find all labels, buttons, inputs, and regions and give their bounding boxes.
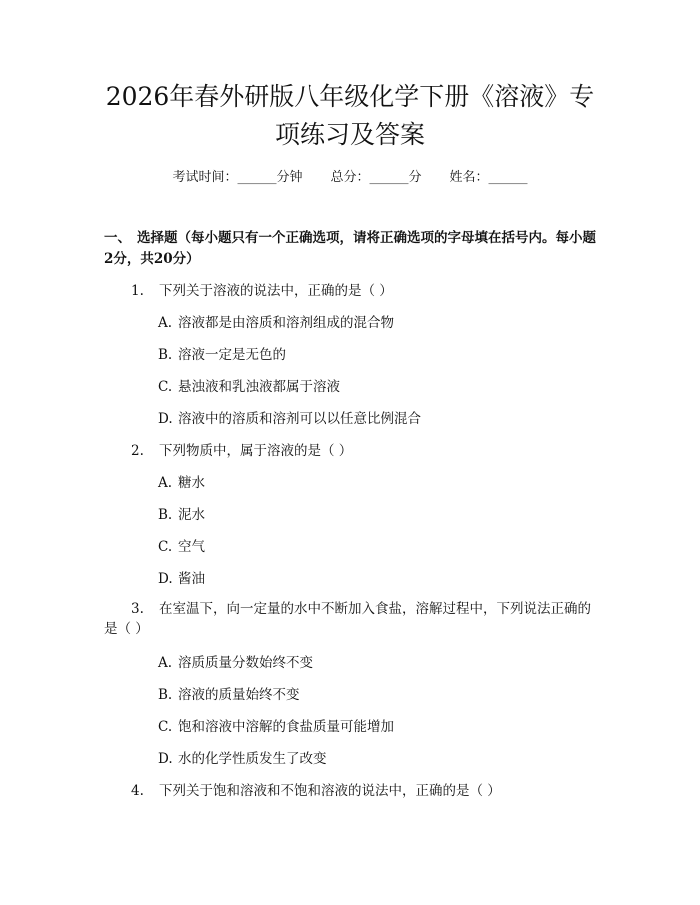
option-letter: A.: [158, 475, 173, 491]
option-letter: D.: [158, 751, 173, 767]
question-number: 2.: [131, 443, 144, 459]
total-score: 总分：______分: [330, 170, 422, 185]
option-letter: D.: [158, 411, 173, 427]
option-text: 溶液一定是无色的: [178, 347, 286, 363]
option-letter: B.: [158, 347, 173, 363]
option-letter: D.: [158, 571, 173, 587]
option-letter: C.: [158, 379, 173, 395]
option-letter: B.: [158, 687, 173, 703]
option: [158, 569, 578, 589]
question-number: 4.: [131, 783, 144, 799]
option-letter: A.: [158, 655, 173, 671]
option: [158, 749, 578, 769]
option: [158, 473, 578, 493]
question: [131, 281, 601, 301]
option: [158, 313, 578, 333]
option: [158, 505, 578, 525]
question-text: 下列关于溶液的说法中，正确的是（ ）: [159, 283, 393, 299]
question-text: 在室温下，向一定量的水中不断加入食盐，溶解过程中，下列说法正确的是（ ）: [104, 601, 591, 637]
option-text: 溶液的质量始终不变: [178, 687, 300, 703]
exam-time: 考试时间：______分钟: [172, 170, 303, 185]
question: [131, 781, 601, 801]
option-text: 悬浊液和乳浊液都属于溶液: [178, 379, 340, 395]
page-title: [70, 78, 630, 154]
option-letter: C.: [158, 539, 173, 555]
option-letter: B.: [158, 507, 173, 523]
option-text: 饱和溶液中溶解的食盐质量可能增加: [178, 719, 394, 735]
question-text: 下列关于饱和溶液和不饱和溶液的说法中，正确的是（ ）: [159, 783, 501, 799]
option-text: 泥水: [178, 507, 205, 523]
option: [158, 653, 578, 673]
option: [158, 345, 578, 365]
option: [158, 377, 578, 397]
question-text: 下列物质中，属于溶液的是（ ）: [159, 443, 353, 459]
option-text: 糖水: [178, 475, 205, 491]
option: [158, 717, 578, 737]
section-heading: [104, 228, 604, 270]
option-text: 溶液都是由溶质和溶剂组成的混合物: [178, 315, 394, 331]
option: [158, 685, 578, 705]
section-text: 选择题（每小题只有一个正确选项，请将正确选项的字母填在括号内。每小题2分，共20分）: [104, 230, 596, 267]
title-line-1: 2026年春外研版八年级化学下册《溶液》专: [105, 82, 595, 111]
question: [104, 599, 601, 639]
title-line-2: 项练习及答案: [274, 120, 425, 149]
option: [158, 537, 578, 557]
question-number: 1.: [131, 283, 144, 299]
student-name: 姓名：______: [449, 170, 528, 185]
question: [131, 441, 601, 461]
option-text: 溶质质量分数始终不变: [178, 655, 313, 671]
option-text: 水的化学性质发生了改变: [178, 751, 327, 767]
option-letter: C.: [158, 719, 173, 735]
section-number: 一、: [104, 230, 131, 246]
option-text: 空气: [178, 539, 205, 555]
option-letter: A.: [158, 315, 173, 331]
exam-meta: [0, 168, 700, 188]
option-text: 溶液中的溶质和溶剂可以以任意比例混合: [178, 411, 421, 427]
option: [158, 409, 578, 429]
question-number: 3.: [131, 601, 144, 617]
option-text: 酱油: [178, 571, 205, 587]
